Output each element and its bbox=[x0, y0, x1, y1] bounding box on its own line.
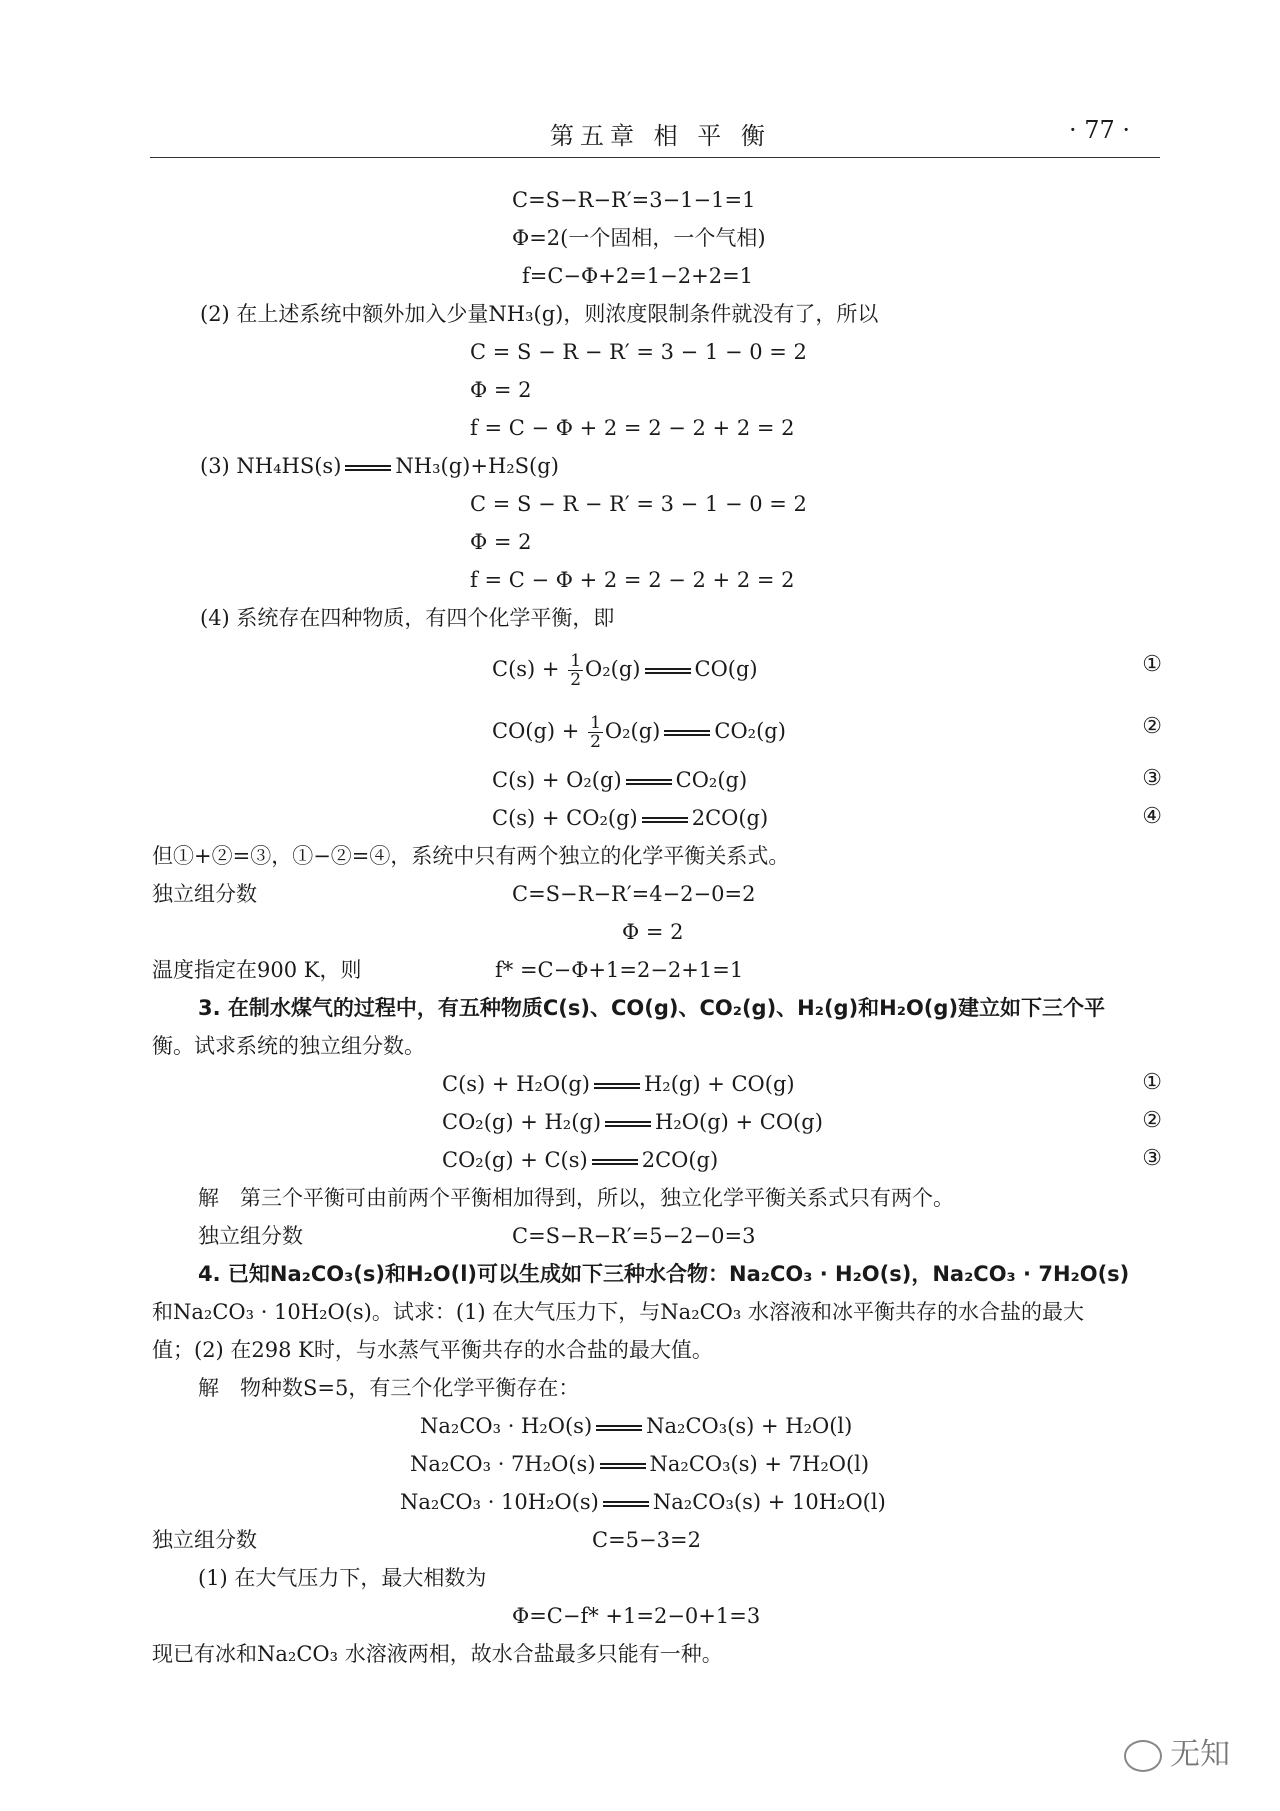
product: NH₃(g)+H₂S(g) bbox=[395, 454, 559, 478]
equation-line: C=5−3=2 bbox=[592, 1528, 701, 1552]
equilibrium-sign bbox=[645, 668, 691, 674]
equilibrium-sign bbox=[592, 1159, 638, 1165]
reaction-line bbox=[420, 1412, 852, 1440]
equation-line: C=S−R−R′=4−2−0=2 bbox=[512, 882, 756, 906]
equation-line: f=C−Φ+2=1−2+2=1 bbox=[522, 264, 754, 288]
paragraph-line: 和Na₂CO₃ · 10H₂O(s)。试求：(1) 在大气压力下，与Na₂CO₃ 水溶液和冰平衡共存的水合盐的最大 bbox=[152, 1300, 1084, 1324]
reaction-line bbox=[492, 766, 747, 794]
equilibrium-sign bbox=[664, 730, 710, 736]
page-header bbox=[150, 112, 1160, 158]
label: 独立组分数 bbox=[198, 1224, 303, 1248]
fraction-half bbox=[588, 714, 603, 751]
equation-line: f = C − Φ + 2 = 2 − 2 + 2 = 2 bbox=[470, 416, 795, 440]
equilibrium-sign bbox=[603, 1501, 649, 1507]
label: 温度指定在900 K，则 bbox=[152, 958, 362, 982]
paragraph-line: 衡。试求系统的独立组分数。 bbox=[152, 1034, 425, 1058]
reaction-line bbox=[492, 714, 786, 751]
paragraph-line: (4) 系统存在四种物质，有四个化学平衡，即 bbox=[200, 606, 615, 630]
product: 2CO(g) bbox=[691, 806, 769, 830]
label: 独立组分数 bbox=[152, 882, 257, 906]
equilibrium-sign bbox=[594, 1083, 640, 1089]
product: 2CO(g) bbox=[641, 1148, 719, 1172]
equilibrium-sign bbox=[642, 817, 688, 823]
solution-line: 解 第三个平衡可由前两个平衡相加得到，所以，独立化学平衡关系式只有两个。 bbox=[198, 1186, 954, 1210]
equation-line: C=S−R−R′=3−1−1=1 bbox=[512, 188, 756, 212]
equation-number: ④ bbox=[1142, 804, 1162, 829]
equation-line: Φ=C−f* +1=2−0+1=3 bbox=[512, 1604, 761, 1628]
equilibrium-sign bbox=[605, 1121, 651, 1127]
equation-line: C=S−R−R′=5−2−0=3 bbox=[512, 1224, 756, 1248]
product: Na₂CO₃(s) + 10H₂O(l) bbox=[652, 1490, 886, 1514]
label: 独立组分数 bbox=[152, 1528, 257, 1552]
reactant: CO(g) + bbox=[492, 719, 580, 743]
header-rule bbox=[150, 157, 1160, 158]
watermark-text: 无知 bbox=[1170, 1737, 1230, 1772]
paragraph-line: (1) 在大气压力下，最大相数为 bbox=[198, 1566, 487, 1590]
reactant: C(s) + O₂(g) bbox=[492, 768, 622, 792]
problem-statement: 4. 已知Na₂CO₃(s)和H₂O(l)可以生成如下三种水合物：Na₂CO₃ · H₂O(s)，Na₂CO₃ · 7H₂O(s) bbox=[198, 1262, 1130, 1286]
reaction-line bbox=[492, 804, 768, 832]
wechat-icon bbox=[1124, 1740, 1162, 1772]
paragraph-line: (2) 在上述系统中额外加入少量NH₃(g)，则浓度限制条件就没有了，所以 bbox=[200, 302, 879, 326]
equation-line: C = S − R − R′ = 3 − 1 − 0 = 2 bbox=[470, 340, 807, 364]
page-number: · 77 · bbox=[1068, 116, 1130, 144]
reactant: CO₂(g) + H₂(g) bbox=[442, 1110, 602, 1134]
equation-line: Φ = 2 bbox=[622, 920, 684, 944]
product: H₂(g) + CO(g) bbox=[643, 1072, 795, 1096]
equation-line: f* =C−Φ+1=2−2+1=1 bbox=[495, 958, 744, 982]
equation-number: ① bbox=[1142, 652, 1162, 677]
fraction-half bbox=[568, 652, 583, 689]
problem-statement: 3. 在制水煤气的过程中，有五种物质C(s)、CO(g)、CO₂(g)、H₂(g)和H₂O(g)建立如下三个平 bbox=[198, 996, 1106, 1020]
reactant: Na₂CO₃ · 10H₂O(s) bbox=[400, 1490, 599, 1514]
equation-line: C = S − R − R′ = 3 − 1 − 0 = 2 bbox=[470, 492, 807, 516]
equation-number: ② bbox=[1142, 714, 1162, 739]
product: Na₂CO₃(s) + 7H₂O(l) bbox=[649, 1452, 870, 1476]
equilibrium-sign bbox=[596, 1425, 642, 1431]
reaction-line bbox=[442, 1146, 718, 1174]
reaction-line bbox=[442, 1108, 823, 1136]
paragraph-line: 值；(2) 在298 K时，与水蒸气平衡共存的水合盐的最大值。 bbox=[152, 1338, 713, 1362]
product: H₂O(g) + CO(g) bbox=[655, 1110, 823, 1134]
reaction-line bbox=[492, 652, 758, 689]
equation-number: ③ bbox=[1142, 1146, 1162, 1171]
equation-number: ② bbox=[1142, 1108, 1162, 1133]
paragraph-line: 现已有冰和Na₂CO₃ 水溶液两相，故水合盐最多只能有一种。 bbox=[152, 1642, 723, 1666]
fraction-denominator: 2 bbox=[590, 732, 601, 752]
solution-line: 解 物种数S=5，有三个化学平衡存在： bbox=[198, 1376, 580, 1400]
watermark bbox=[1124, 1729, 1230, 1773]
reaction-line bbox=[200, 452, 559, 480]
reactant: C(s) + H₂O(g) bbox=[442, 1072, 590, 1096]
reaction-line bbox=[400, 1488, 886, 1516]
equilibrium-sign bbox=[600, 1463, 646, 1469]
reactant: O₂(g) bbox=[604, 719, 661, 743]
product: CO(g) bbox=[694, 657, 758, 681]
equation-line: Φ=2(一个固相，一个气相) bbox=[512, 226, 766, 250]
reactant: Na₂CO₃ · 7H₂O(s) bbox=[410, 1452, 596, 1476]
equation-line: Φ = 2 bbox=[470, 530, 532, 554]
product: CO₂(g) bbox=[714, 719, 786, 743]
fraction-denominator: 2 bbox=[570, 670, 582, 690]
product: CO₂(g) bbox=[675, 768, 748, 792]
reactant: Na₂CO₃ · H₂O(s) bbox=[420, 1414, 593, 1438]
equation-line: f = C − Φ + 2 = 2 − 2 + 2 = 2 bbox=[470, 568, 795, 592]
product: Na₂CO₃(s) + H₂O(l) bbox=[646, 1414, 853, 1438]
equilibrium-sign bbox=[626, 779, 672, 785]
chapter-title: 第五章 相 平 衡 bbox=[550, 122, 771, 150]
reaction-line bbox=[410, 1450, 869, 1478]
equation-number: ① bbox=[1142, 1070, 1162, 1095]
reaction-line bbox=[442, 1070, 795, 1098]
reactant: O₂(g) bbox=[585, 657, 641, 681]
reactant: (3) NH₄HS(s) bbox=[200, 454, 342, 478]
reactant: C(s) + CO₂(g) bbox=[492, 806, 638, 830]
equilibrium-sign bbox=[345, 465, 391, 471]
paragraph-line: 但①+②=③，①−②=④，系统中只有两个独立的化学平衡关系式。 bbox=[152, 844, 790, 868]
fraction-numerator: 1 bbox=[570, 651, 582, 671]
reactant: CO₂(g) + C(s) bbox=[442, 1148, 588, 1172]
equation-number: ③ bbox=[1142, 766, 1162, 791]
fraction-numerator: 1 bbox=[590, 713, 601, 733]
reactant: C(s) + bbox=[492, 657, 560, 681]
equation-line: Φ = 2 bbox=[470, 378, 532, 402]
